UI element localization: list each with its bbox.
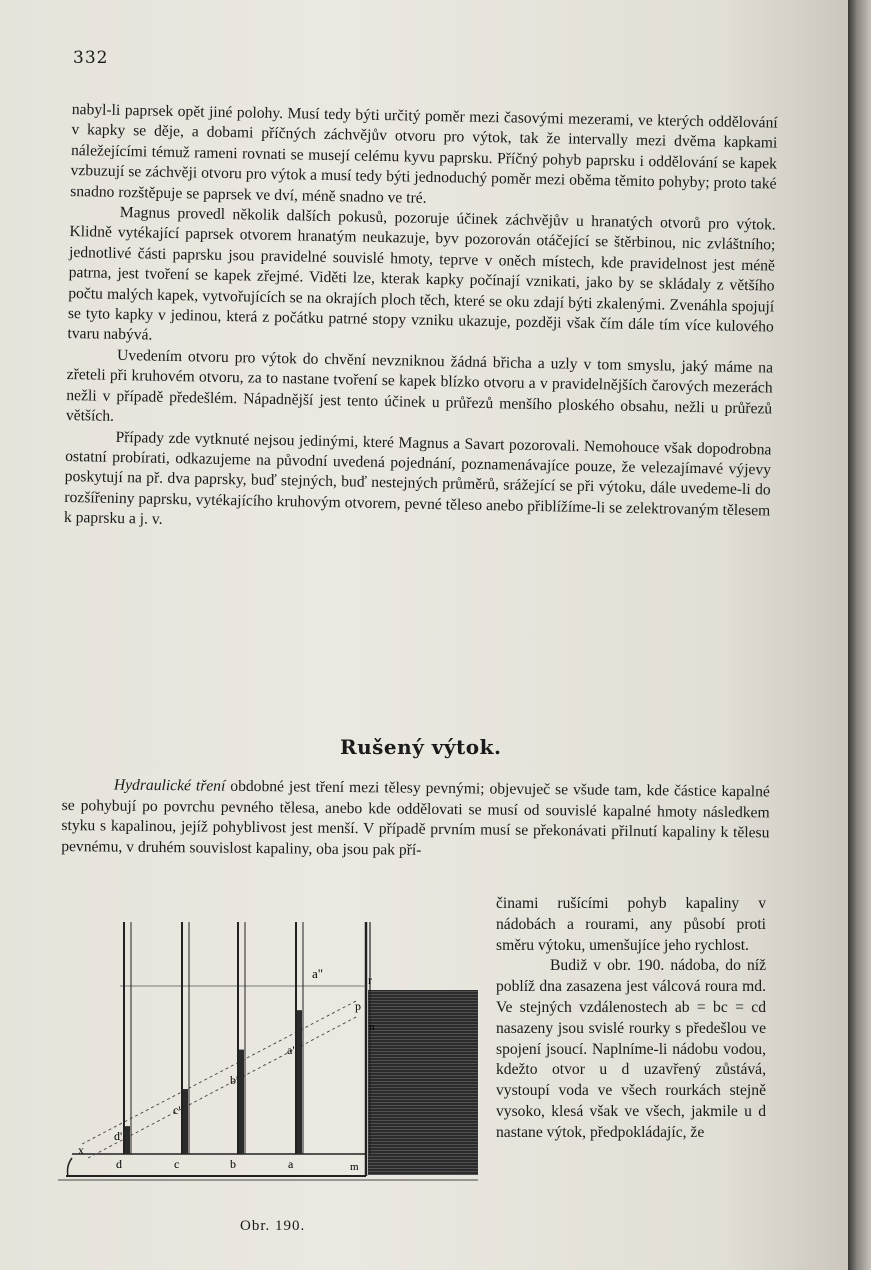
intro-rest: obdobné jest tření mezi tělesy pevnými; objevuječ se všude tam, kde částice kapalné se pohybují po povrchu pevného tělesa, anebo kde oddělovati se musí od souvislé kapalné hmoty následkem styku s kapalinou, jejíž pohyblivost jest menší. V případě prvním musí se překonávati přilnutí kapaliny k tělesu pevnému, v druhém souvislost kapaliny, oba jsou pak pří- <box>61 777 770 859</box>
book-binding-edge <box>848 0 871 1270</box>
section-intro <box>61 775 770 865</box>
label-p: p <box>355 999 361 1013</box>
vessel-water <box>368 990 478 1175</box>
paragraph-3: Uvedením otvoru pro výtok do chvění nevzniknou žádná břicha a uzly v tom smyslu, jaký máme na zřeteli při kruhovém otvoru, za to nastane tvoření se kapek blízko otvoru a v pravidelnějších čarových mezerách nežli v případě předešlém. Nápadnější jest tento účinek u průřezů menšího ploského obsahu, nežli u průřezů větších. <box>65 346 774 425</box>
tube-a-water-column <box>297 1010 302 1154</box>
section-intro-paragraph <box>61 775 770 865</box>
figure-190-diagram <box>58 918 490 1198</box>
label-b: b <box>230 1157 236 1171</box>
tube-b-water-column <box>239 1050 244 1154</box>
label-a2: a" <box>312 966 324 981</box>
paragraph-2: Magnus provedl několik dalších pokusů, pozoruje účinek záchvějův u hranatých otvorů pro výtok. Klidně vytékající paprsek otvorem hranatým neukazuje, byv pozorován otáčející se štěrbinou, nic zvláštního; jednotlivé části paprsku jsou pravidelné souvislé hmoty, teprve v oněch místech, kde pravidelnost jest méně patrna, jest tvoření se kapek zřejmé. Viděti lze, kterak kapky počínají vznikati, jako by se skládaly z většího počtu malých kapek, vytvořujících se na okrajích ploch těch, které se oku zdají býti zkalenými. Zvenáhla spojují se tyto kapky v jedinou, která z počátku patrné stopy vzniku ukazuje, později však čím dále tím více kulového tvaru nabývá. <box>67 203 776 345</box>
label-r: r <box>368 973 372 987</box>
label-x: x <box>78 1143 84 1157</box>
label-c1: c' <box>173 1103 181 1117</box>
narrow-paragraph-1: činami rušícími pohyb kapaliny v nádobách a rourami, any působí proti směru výtoku, umenšujíce jeho rychlost. <box>496 895 766 954</box>
narrow-column-text <box>496 894 766 1144</box>
paragraph-1: nabyl-li paprsek opět jiné polohy. Musí tedy býti určitý poměr mezi časovými mezerami, ve kterých oddělování v kapky se děje, a dobami příčných záchvějův otvoru pro výtok, tak že intervally mezi dvěma kapkami náležejícími témuž rameni rovnati se musejí celému kyvu paprsku. Příčný pohyb paprsku i oddělování se kapek vzbuzují se záchvěji otvoru pro výtok a musí tedy býti jednoduchý poměr mezi oběma těmito pohyby; proto také snadno rozštěpuje se paprsek ve dví, méně snadno ve tré. <box>70 100 778 207</box>
tube-d-water-column <box>125 1126 130 1154</box>
intro-term: Hydraulické tření <box>113 776 226 795</box>
label-a1: a' <box>287 1043 295 1057</box>
outflow-jet <box>68 1158 73 1176</box>
tube-c-water-column <box>183 1089 188 1154</box>
label-d1: d' <box>114 1129 123 1143</box>
tube-d <box>124 922 131 1154</box>
narrow-paragraph-2: Budiž v obr. 190. nádoba, do níž poblíž dna zasazena jest válcová roura md. Ve stejných vzdálenostech ab = bc = cd nasazeny jsou svislé rourky s předešlou ve spojení jsoucí. Naplníme-li nádobu vodou, kdežto otvor u d uzavřený zůstává, vystoupí voda ve všech rourkách stejně vysoko, klesá však ve všech, jakmile u d nastane výtok, předpokládajíc, že <box>496 957 766 1141</box>
label-d: d <box>116 1157 122 1171</box>
label-b1: b' <box>230 1073 239 1087</box>
paragraph-4: Případy zde vytknuté nejsou jedinými, které Magnus a Savart pozorovali. Nemohouce však dopodrobna ostatní probírati, odkazujeme na původní uvedená pojednání, poznamenávajíce pouze, že velezajímavé výjevy poskytují na př. dva paprsky, buď stejných, buď nestejných průměrů, srážející se při výtoku, dále uvedeme-li do rozšířeniny paprsku, vytékajícího kruhovým otvorem, pevné těleso anebo přiblížíme-li se zelektrovaným tělesem k paprsku a j. v. <box>63 428 772 528</box>
label-n: n <box>369 1021 375 1033</box>
body-text <box>64 100 778 542</box>
label-a: a <box>288 1157 294 1171</box>
label-c: c <box>174 1157 180 1171</box>
label-m: m <box>350 1161 359 1173</box>
section-heading: Rušený výtok. <box>340 735 502 759</box>
figure-caption: Obr. 190. <box>240 1218 306 1234</box>
page-number: 332 <box>73 48 109 68</box>
